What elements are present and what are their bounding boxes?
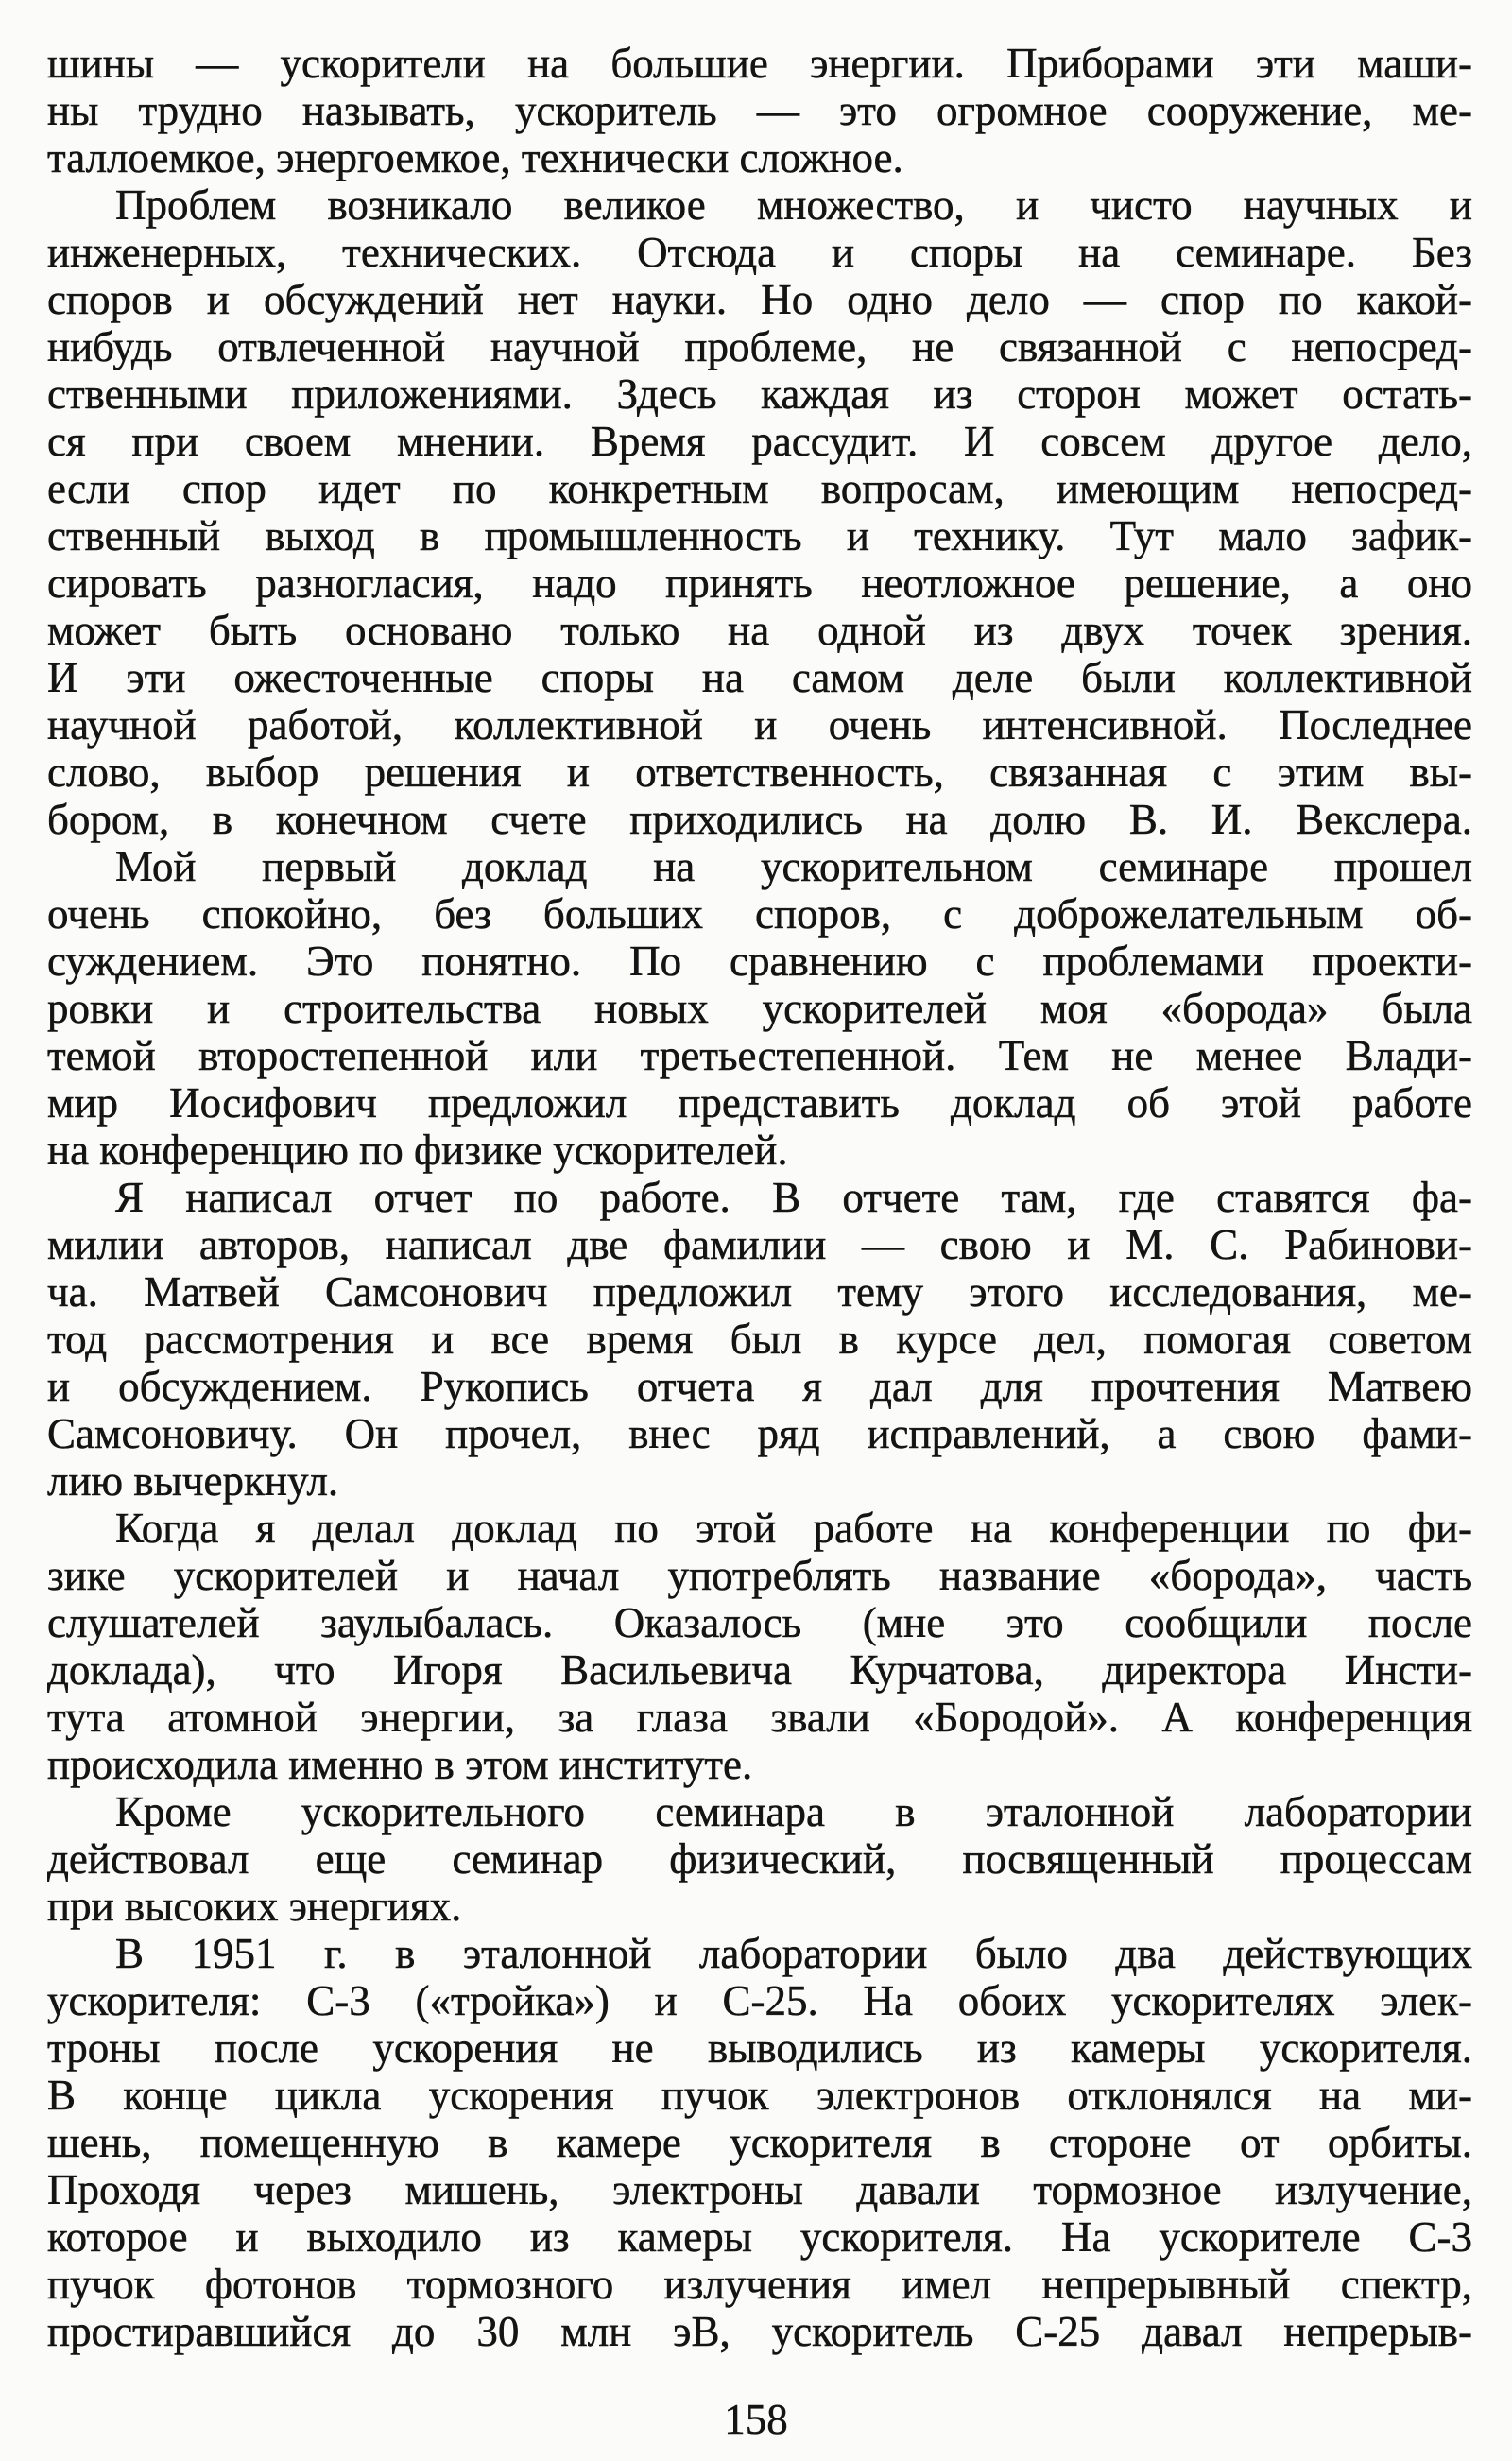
text-line: тута атомной энергии, за глаза звали «Бородой». А конференция — [47, 1694, 1472, 1741]
text-line: зике ускорителей и начал употреблять название «борода», часть — [47, 1552, 1472, 1599]
text-line: нибудь отвлеченной научной проблеме, не связанной с непосред- — [47, 323, 1472, 370]
text-line: милии авторов, написал две фамилии — свою и М. С. Рабинови- — [47, 1221, 1472, 1268]
text-line: сировать разногласия, надо принять неотложное решение, а оно — [47, 559, 1472, 607]
text-line: происходила именно в этом институте. — [47, 1741, 753, 1788]
text-line: ся при своем мнении. Время рассудит. И совсем другое дело, — [47, 418, 1472, 465]
text-line: доклада), что Игоря Васильевича Курчатова, директора Инсти- — [47, 1646, 1472, 1694]
paragraph — [47, 843, 1472, 1174]
page-number: 158 — [724, 2396, 788, 2443]
text-line: слово, выбор решения и ответственность, связанная с этим вы- — [47, 749, 1472, 796]
text-line: тод рассмотрения и все время был в курсе дел, помогая советом — [47, 1316, 1472, 1363]
text-line: таллоемкое, энергоемкое, технически сложное. — [47, 134, 903, 181]
paragraph — [47, 1174, 1472, 1505]
page-body — [47, 40, 1472, 2355]
text-line: Проблем возникало великое множество, и чисто научных и — [115, 181, 1472, 229]
text-line: И эти ожесточенные споры на самом деле были коллективной — [47, 654, 1472, 701]
text-line: простиравшийся до 30 млн эВ, ускоритель С-25 давал непрерыв- — [47, 2308, 1472, 2355]
text-line: ча. Матвей Самсонович предложил тему этого исследования, ме- — [47, 1268, 1472, 1316]
paragraph — [47, 40, 1472, 181]
text-line: лию вычеркнул. — [47, 1457, 339, 1505]
text-line: Я написал отчет по работе. В отчете там, где ставятся фа- — [115, 1174, 1472, 1221]
text-line: Самсоновичу. Он прочел, внес ряд исправлений, а свою фами- — [47, 1410, 1472, 1457]
text-line: троны после ускорения не выводились из камеры ускорителя. — [47, 2024, 1472, 2072]
text-line: инженерных, технических. Отсюда и споры на семинаре. Без — [47, 229, 1472, 276]
text-line: бором, в конечном счете приходились на долю В. И. Векслера. — [47, 796, 1472, 843]
text-line: ственный выход в промышленность и технику. Тут мало зафик- — [47, 512, 1472, 559]
text-line: Проходя через мишень, электроны давали тормозное излучение, — [47, 2166, 1472, 2213]
text-line: очень спокойно, без больших споров, с доброжелательным об- — [47, 890, 1472, 938]
text-line: и обсуждением. Рукопись отчета я дал для прочтения Матвею — [47, 1363, 1472, 1410]
paragraph — [47, 1505, 1472, 1788]
text-line: действовал еще семинар физический, посвященный процессам — [47, 1835, 1472, 1883]
text-line: споров и обсуждений нет науки. Но одно дело — спор по какой- — [47, 276, 1472, 323]
paragraph — [47, 1930, 1472, 2355]
text-line: Мой первый доклад на ускорительном семинаре прошел — [115, 843, 1472, 890]
text-line: научной работой, коллективной и очень интенсивной. Последнее — [47, 701, 1472, 749]
text-line: темой второстепенной или третьестепенной. Тем не менее Влади- — [47, 1032, 1472, 1079]
text-line: слушателей заулыбалась. Оказалось (мне это сообщили после — [47, 1599, 1472, 1646]
text-line: В 1951 г. в эталонной лаборатории было два действующих — [115, 1930, 1472, 1977]
text-line: пучок фотонов тормозного излучения имел непрерывный спектр, — [47, 2261, 1472, 2308]
text-line: при высоких энергиях. — [47, 1883, 462, 1930]
text-line: ровки и строительства новых ускорителей моя «борода» была — [47, 985, 1472, 1032]
text-line: на конференцию по физике ускорителей. — [47, 1127, 788, 1174]
text-line: ускорителя: С-3 («тройка») и С-25. На обоих ускорителях элек- — [47, 1977, 1472, 2024]
text-line: если спор идет по конкретным вопросам, имеющим непосред- — [47, 465, 1472, 512]
text-line: шень, помещенную в камере ускорителя в стороне от орбиты. — [47, 2119, 1472, 2166]
paragraph — [47, 181, 1472, 843]
text-line: которое и выходило из камеры ускорителя. На ускорителе С-3 — [47, 2213, 1472, 2261]
text-line: ственными приложениями. Здесь каждая из сторон может остать- — [47, 370, 1472, 418]
text-line: Кроме ускорительного семинара в эталонной лаборатории — [115, 1788, 1472, 1835]
text-line: суждением. Это понятно. По сравнению с проблемами проекти- — [47, 938, 1472, 985]
text-line: шины — ускорители на большие энергии. Приборами эти маши- — [47, 40, 1472, 87]
text-line: Когда я делал доклад по этой работе на конференции по фи- — [115, 1505, 1472, 1552]
text-line: мир Иосифович предложил представить доклад об этой работе — [47, 1079, 1472, 1127]
text-line: ны трудно называть, ускоритель — это огромное сооружение, ме- — [47, 87, 1472, 134]
text-line: может быть основано только на одной из двух точек зрения. — [47, 607, 1472, 654]
text-line: В конце цикла ускорения пучок электронов отклонялся на ми- — [47, 2072, 1472, 2119]
paragraph — [47, 1788, 1472, 1930]
